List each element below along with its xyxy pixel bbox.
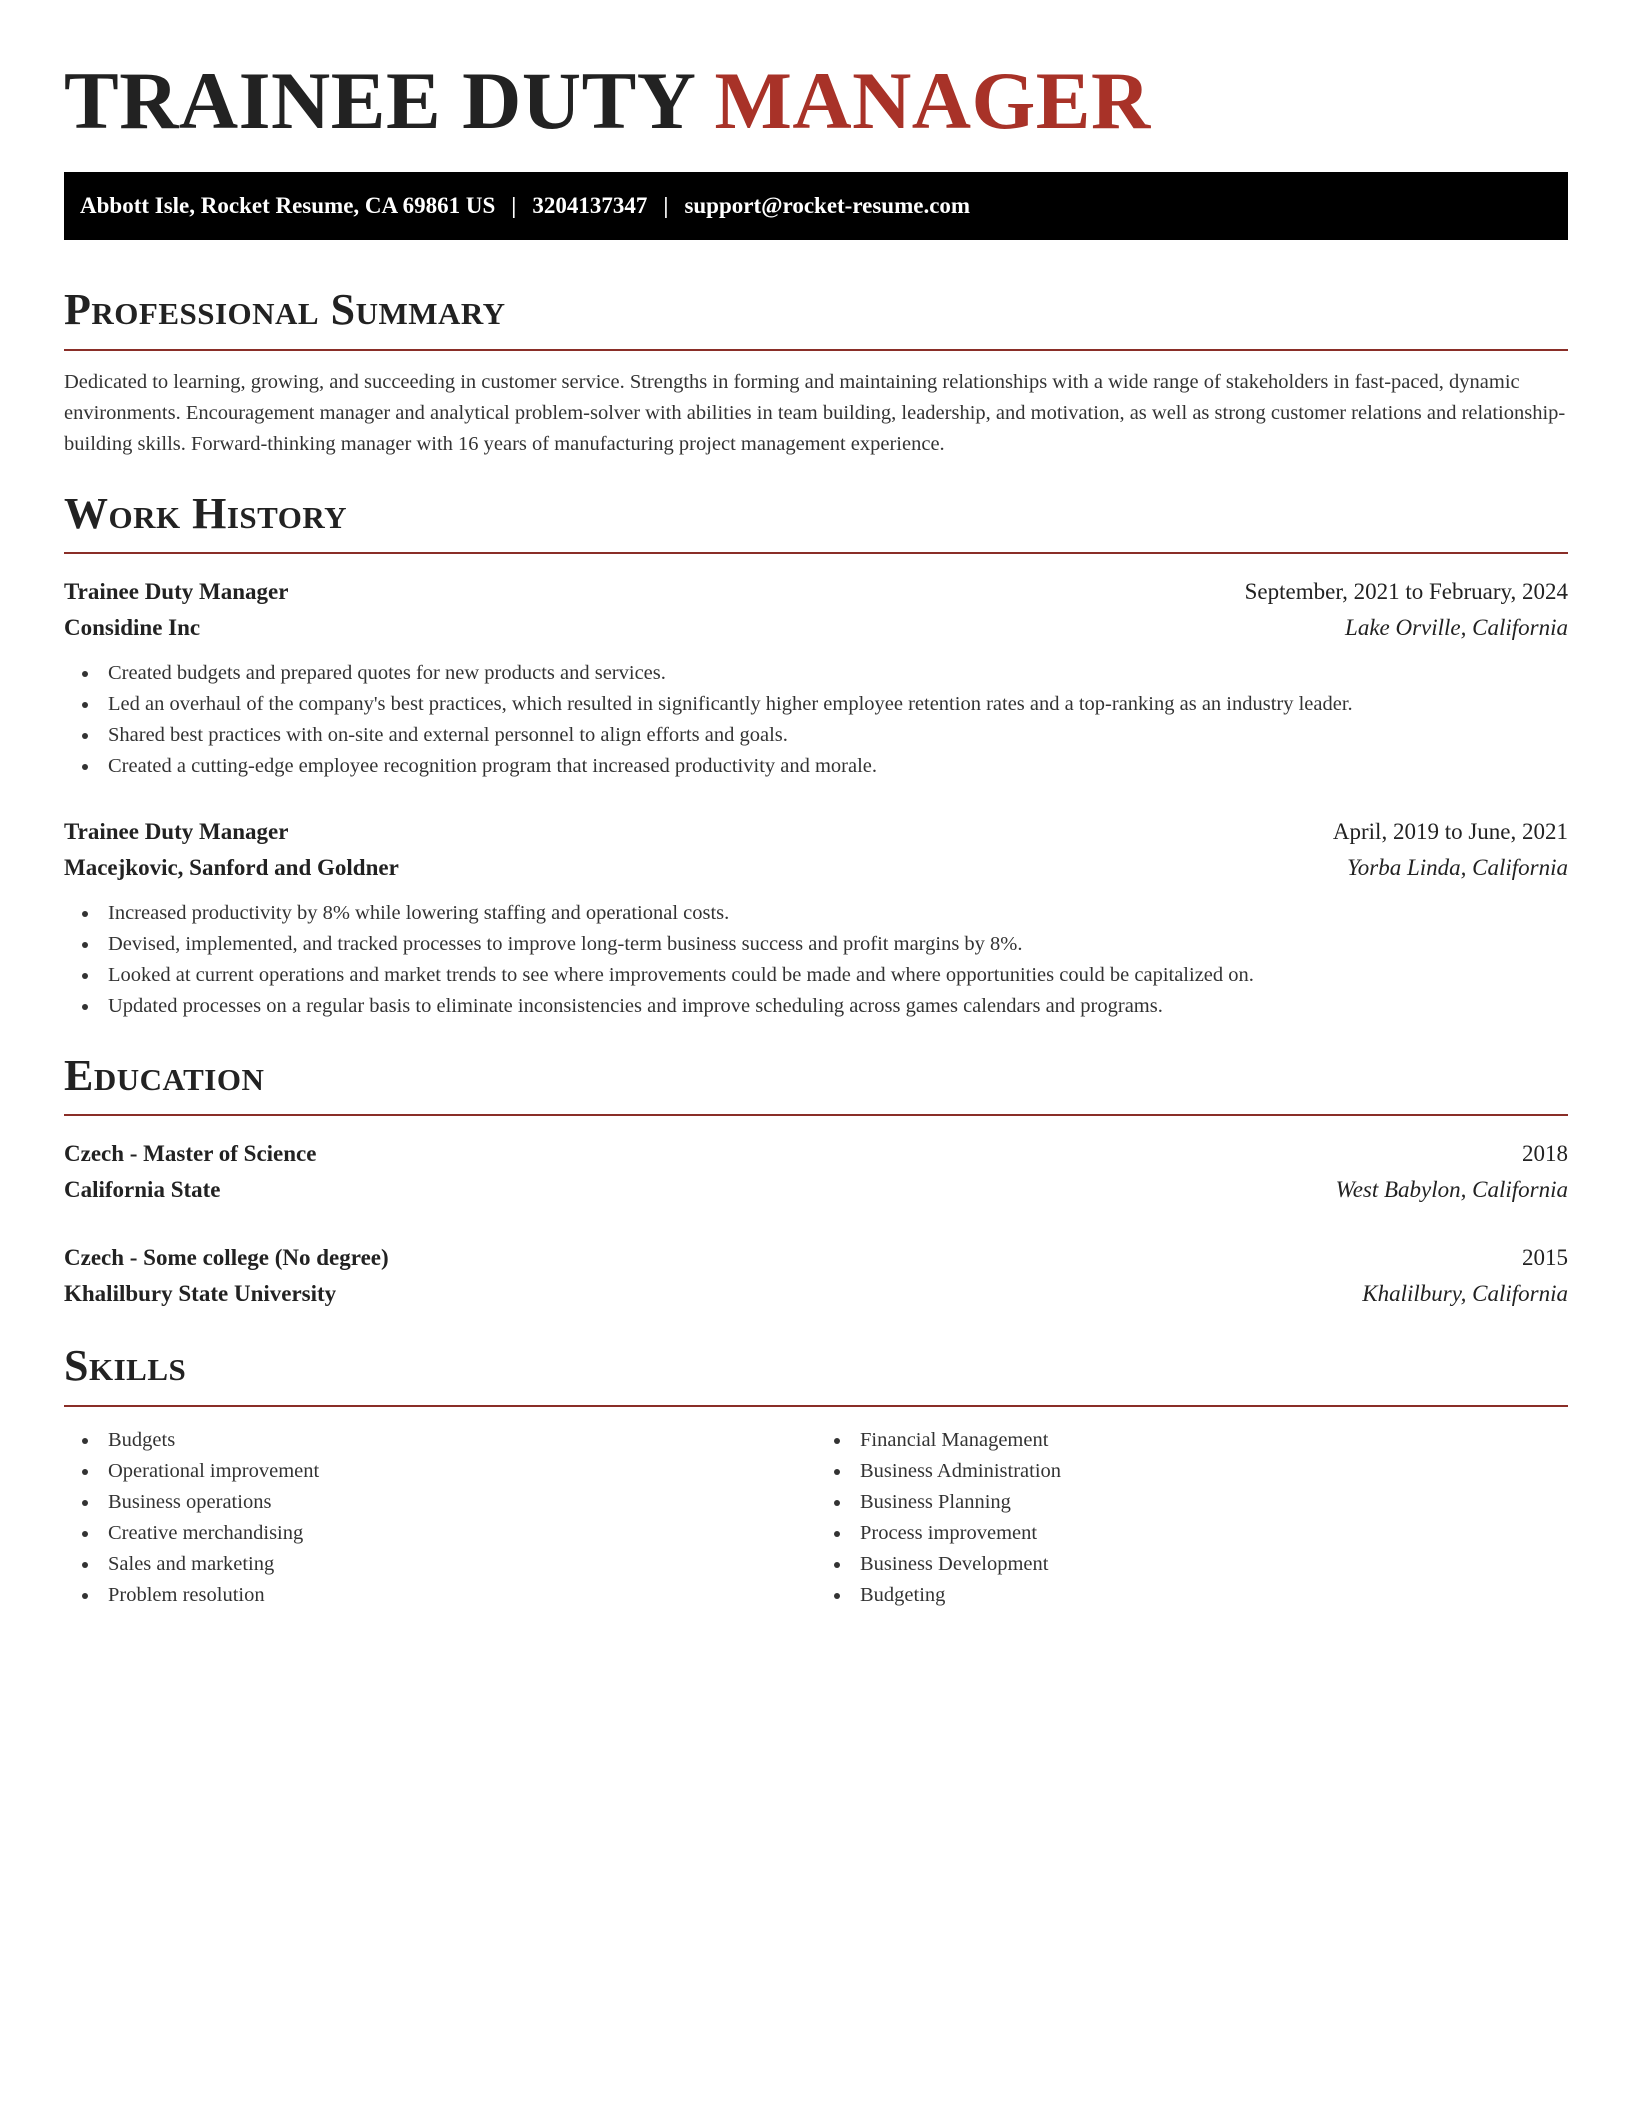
job-entry: [64, 814, 1568, 1022]
skill-item: Business Planning: [816, 1487, 1568, 1518]
contact-email[interactable]: support@rocket-resume.com: [684, 193, 971, 219]
skill-item: Process improvement: [816, 1518, 1568, 1549]
job-bullet: Devised, implemented, and tracked processes to improve long-term business success and profit margins by 8%.: [64, 929, 1568, 960]
contact-separator: |: [511, 193, 517, 219]
skill-item: Budgets: [64, 1425, 816, 1456]
education-school: California State: [64, 1177, 221, 1203]
education-school: Khalilbury State University: [64, 1281, 337, 1307]
skill-item: Problem resolution: [64, 1580, 816, 1611]
job-company: Considine Inc: [64, 614, 201, 640]
skill-item: Creative merchandising: [64, 1518, 816, 1549]
skills-column-left: [64, 1425, 816, 1611]
contact-separator: |: [663, 193, 669, 219]
job-bullet: Shared best practices with on-site and external personnel to align efforts and goals.: [64, 720, 1568, 751]
education-entry: [64, 1240, 1568, 1312]
job-dates: April, 2019 to June, 2021: [1332, 818, 1568, 844]
job-bullets: [64, 658, 1568, 782]
job-location: Yorba Linda, California: [1347, 854, 1568, 880]
summary-section: [64, 286, 1568, 459]
job-bullet: Increased productivity by 8% while lowering staffing and operational costs.: [64, 898, 1568, 929]
skills-section: [64, 1342, 1568, 1610]
skill-item: Financial Management: [816, 1425, 1568, 1456]
job-role: Trainee Duty Manager: [64, 818, 289, 844]
job-location: Lake Orville, California: [1345, 614, 1568, 640]
skill-item: Sales and marketing: [64, 1549, 816, 1580]
summary-text: Dedicated to learning, growing, and succeeding in customer service. Strengths in forming and maintaining relationships with a wide range of stakeholders in fast-paced, dynamic environments. Encouragement manager and analytical problem-solver with abilities in team building, leadership, and motivation, as well as strong customer relations and relationship-building skills. Forward-thinking manager with 16 years of manufacturing project management experience.: [64, 370, 1566, 455]
job-bullet: Created budgets and prepared quotes for new products and services.: [64, 658, 1568, 689]
education-location: Khalilbury, California: [1362, 1281, 1568, 1307]
skills-column-right: [816, 1425, 1568, 1611]
job-bullets: [64, 898, 1568, 1022]
contact-phone[interactable]: 3204137347: [532, 193, 648, 219]
job-bullet: Led an overhaul of the company's best practices, which resulted in significantly higher employee retention rates and a top-ranking as an industry leader.: [64, 689, 1568, 720]
education-year: 2015: [1522, 1245, 1568, 1271]
skills-heading: Skills: [64, 1342, 1568, 1406]
education-location: West Babylon, California: [1335, 1177, 1568, 1203]
title-primary: TRAINEE DUTY: [64, 55, 694, 146]
job-bullet: Looked at current operations and market trends to see where improvements could be made and where opportunities could be capitalized on.: [64, 960, 1568, 991]
summary-heading: Professional Summary: [64, 286, 1568, 350]
education-degree: Czech - Some college (No degree): [64, 1245, 389, 1271]
skill-item: Budgeting: [816, 1580, 1568, 1611]
skill-item: Operational improvement: [64, 1456, 816, 1487]
education-entry: [64, 1136, 1568, 1208]
education-heading: Education: [64, 1052, 1568, 1116]
contact-bar: [64, 172, 1568, 240]
job-bullet: Created a cutting-edge employee recognition program that increased productivity and morale.: [64, 751, 1568, 782]
title-accent: MANAGER: [714, 55, 1151, 146]
education-year: 2018: [1522, 1141, 1568, 1167]
education-section: [64, 1052, 1568, 1312]
job-bullet: Updated processes on a regular basis to eliminate inconsistencies and improve scheduling across games calendars and programs.: [64, 991, 1568, 1022]
job-dates: September, 2021 to February, 2024: [1244, 578, 1568, 604]
resume-title: [64, 56, 1568, 146]
skill-item: Business Administration: [816, 1456, 1568, 1487]
job-role: Trainee Duty Manager: [64, 578, 289, 604]
education-degree: Czech - Master of Science: [64, 1141, 317, 1167]
job-entry: [64, 574, 1568, 782]
work-history-heading: Work History: [64, 490, 1568, 554]
skill-item: Business Development: [816, 1549, 1568, 1580]
contact-address: Abbott Isle, Rocket Resume, CA 69861 US: [80, 193, 496, 219]
skill-item: Business operations: [64, 1487, 816, 1518]
work-history-section: [64, 490, 1568, 1022]
job-company: Macejkovic, Sanford and Goldner: [64, 854, 399, 880]
skills-grid: [64, 1425, 1568, 1611]
